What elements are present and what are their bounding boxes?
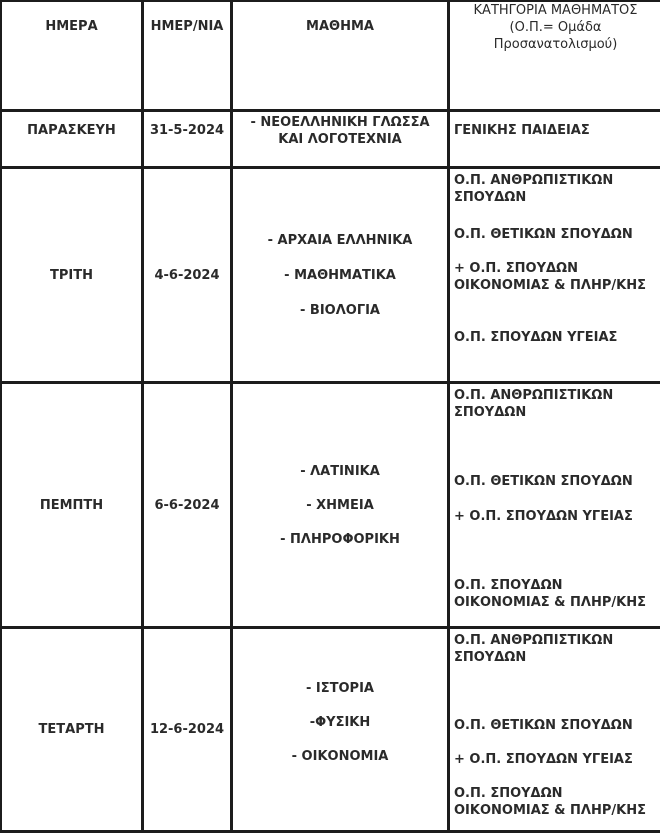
header-category-line2: (Ο.Π.= Ομάδα <box>450 19 660 36</box>
subject-label: - ΙΣΤΟΡΙΑ <box>233 680 447 697</box>
category-label: Ο.Π. ΣΠΟΥΔΩΝ ΟΙΚΟΝΟΜΙΑΣ & ΠΛΗΡ/ΚΗΣ <box>454 785 660 819</box>
subject-cell <box>232 168 449 383</box>
table-row <box>1 628 660 832</box>
header-date-label: ΗΜΕΡ/ΝΙΑ <box>144 18 230 35</box>
table-row <box>1 168 660 383</box>
date-label: 12-6-2024 <box>150 722 224 737</box>
category-label: Ο.Π. ΣΠΟΥΔΩΝ ΟΙΚΟΝΟΜΙΑΣ & ΠΛΗΡ/ΚΗΣ <box>454 577 660 611</box>
subject-label: - ΛΑΤΙΝΙΚΑ <box>233 463 447 480</box>
header-row <box>1 1 660 111</box>
subject-cell <box>232 383 449 628</box>
header-category-line3: Προσανατολισμού) <box>450 36 660 53</box>
day-label: ΠΑΡΑΣΚΕΥΗ <box>2 122 141 139</box>
subject-cell <box>232 628 449 832</box>
category-cell <box>449 383 660 628</box>
header-subject <box>232 1 449 111</box>
subject-label: - ΧΗΜΕΙΑ <box>233 497 447 514</box>
header-day-label: ΗΜΕΡΑ <box>2 18 141 35</box>
day-cell <box>1 383 143 628</box>
date-cell <box>143 111 232 168</box>
subject-cell <box>232 111 449 168</box>
date-label: 4-6-2024 <box>154 268 219 283</box>
date-cell <box>143 168 232 383</box>
day-cell <box>1 111 143 168</box>
header-day <box>1 1 143 111</box>
subject-label: - ΠΛΗΡΟΦΟΡΙΚΗ <box>233 531 447 548</box>
date-label: 31-5-2024 <box>144 122 230 139</box>
subject-label: - ΜΑΘΗΜΑΤΙΚΑ <box>233 267 447 284</box>
category-label: Ο.Π. ΣΠΟΥΔΩΝ ΥΓΕΙΑΣ <box>454 329 660 346</box>
date-cell <box>143 628 232 832</box>
category-cell <box>449 628 660 832</box>
subject-label: ΚΑΙ ΛΟΓΟΤΕΧΝΙΑ <box>233 131 447 148</box>
date-cell <box>143 383 232 628</box>
category-label: Ο.Π. ΑΝΘΡΩΠΙΣΤΙΚΩΝ ΣΠΟΥΔΩΝ <box>454 387 660 421</box>
category-label: Ο.Π. ΑΝΘΡΩΠΙΣΤΙΚΩΝ ΣΠΟΥΔΩΝ <box>454 632 660 666</box>
date-label: 6-6-2024 <box>154 498 219 513</box>
category-label: Ο.Π. ΑΝΘΡΩΠΙΣΤΙΚΩΝ ΣΠΟΥΔΩΝ <box>454 172 660 206</box>
category-cell <box>449 111 660 168</box>
category-label: ΓΕΝΙΚΗΣ ΠΑΙΔΕΙΑΣ <box>454 122 660 139</box>
subject-label: - ΑΡΧΑΙΑ ΕΛΛΗΝΙΚΑ <box>233 232 447 249</box>
category-label: + Ο.Π. ΣΠΟΥΔΩΝ ΥΓΕΙΑΣ <box>454 751 660 768</box>
subject-label: - ΝΕΟΕΛΛΗΝΙΚΗ ΓΛΩΣΣΑ <box>233 114 447 131</box>
day-label: ΤΕΤΑΡΤΗ <box>39 722 105 737</box>
category-label: + Ο.Π. ΣΠΟΥΔΩΝ ΟΙΚΟΝΟΜΙΑΣ & ΠΛΗΡ/ΚΗΣ <box>454 260 660 294</box>
table-row <box>1 111 660 168</box>
header-subject-label: ΜΑΘΗΜΑ <box>233 18 447 35</box>
category-label: Ο.Π. ΘΕΤΙΚΩΝ ΣΠΟΥΔΩΝ <box>454 226 660 243</box>
header-category <box>449 1 660 111</box>
category-label: Ο.Π. ΘΕΤΙΚΩΝ ΣΠΟΥΔΩΝ <box>454 717 660 734</box>
header-date <box>143 1 232 111</box>
table-row <box>1 383 660 628</box>
header-category-line1: ΚΑΤΗΓΟΡΙΑ ΜΑΘΗΜΑΤΟΣ <box>450 2 660 19</box>
subject-label: -ΦΥΣΙΚΗ <box>233 714 447 731</box>
day-label: ΤΡΙΤΗ <box>50 268 93 283</box>
category-label: + Ο.Π. ΣΠΟΥΔΩΝ ΥΓΕΙΑΣ <box>454 508 660 525</box>
subject-label: - ΟΙΚΟΝΟΜΙΑ <box>233 748 447 765</box>
day-label: ΠΕΜΠΤΗ <box>40 498 103 513</box>
category-cell <box>449 168 660 383</box>
category-label: Ο.Π. ΘΕΤΙΚΩΝ ΣΠΟΥΔΩΝ <box>454 473 660 490</box>
day-cell <box>1 168 143 383</box>
subject-label: - ΒΙΟΛΟΓΙΑ <box>233 302 447 319</box>
day-cell <box>1 628 143 832</box>
